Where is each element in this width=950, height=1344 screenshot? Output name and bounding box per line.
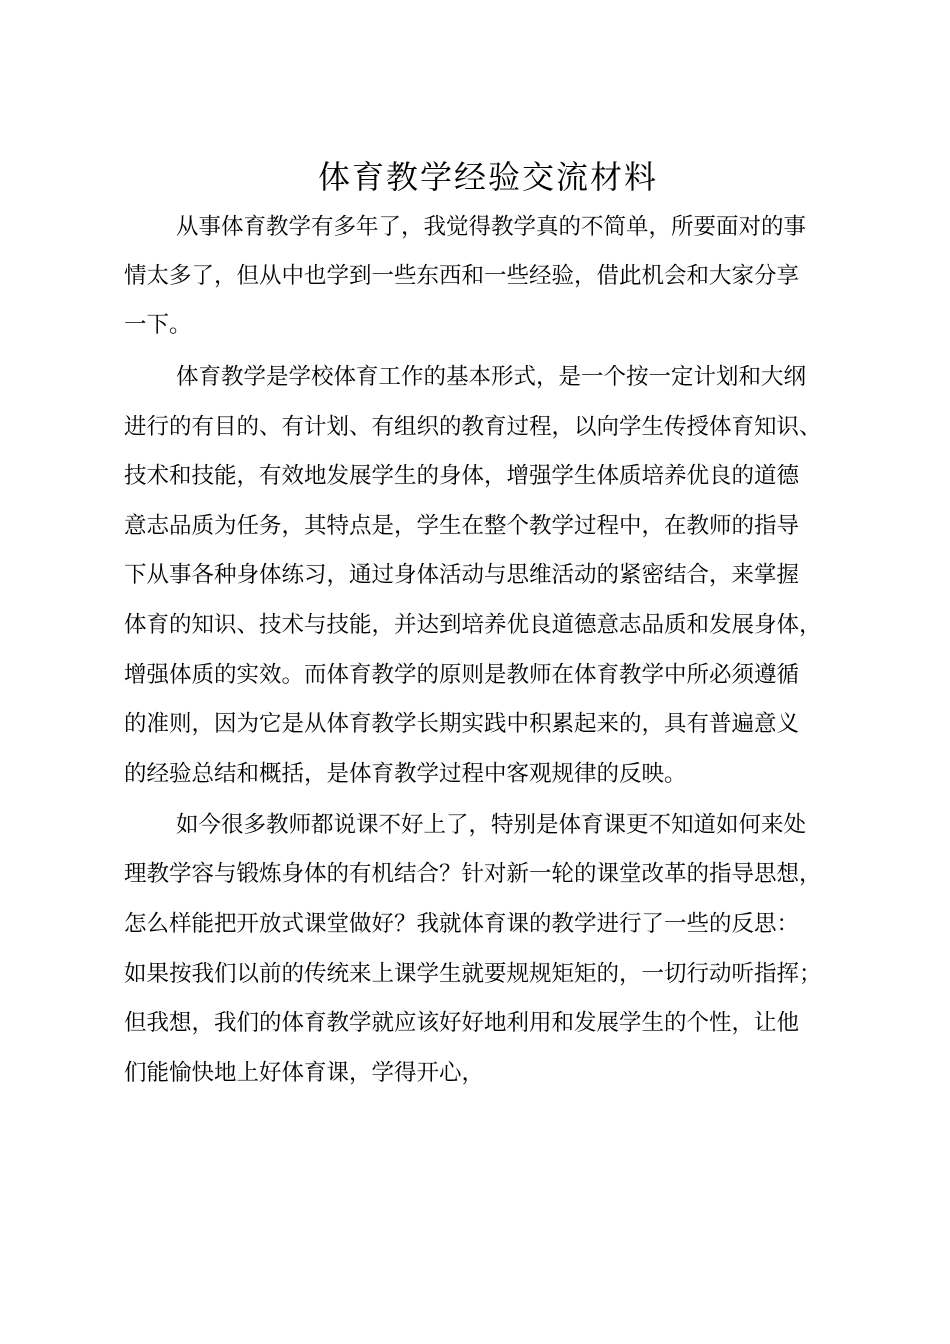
paragraph-2-line-7: 增强体质的实效。而体育教学的原则是教师在体育教学中所必须遵循 (124, 662, 800, 688)
paragraph-3-line-1: 如今很多教师都说课不好上了，特别是体育课更不知道如何来处 (176, 812, 807, 838)
paragraph-2-line-6: 体育的知识、技术与技能，并达到培养优良道德意志品质和发展身体， (124, 612, 822, 638)
paragraph-1-line-2: 情太多了，但从中也学到一些东西和一些经验，借此机会和大家分享 (124, 263, 800, 289)
paragraph-2-line-8: 的准则，因为它是从体育教学长期实践中积累起来的，具有普遍意义 (124, 711, 800, 737)
paragraph-3-line-5: 但我想，我们的体育教学就应该好好地利用和发展学生的个性，让他 (124, 1010, 800, 1036)
document-title: 体育教学经验交流材料 (317, 158, 658, 196)
paragraph-3-line-3: 怎么样能把开放式课堂做好？我就体育课的教学进行了一些的反思： (124, 911, 800, 937)
paragraph-2-line-2: 进行的有目的、有计划、有组织的教育过程，以向学生传授体育知识、 (124, 414, 822, 440)
paragraph-3-line-6: 们能愉快地上好体育课，学得开心， (124, 1060, 485, 1086)
paragraph-3-line-4: 如果按我们以前的传统来上课学生就要规规矩矩的，一切行动听指挥； (124, 961, 822, 987)
paragraph-2-line-5: 下从事各种身体练习，通过身体活动与思维活动的紧密结合，来掌握 (124, 562, 800, 588)
paragraph-3-line-2: 理教学容与锻炼身体的有机结合？针对新一轮的课堂改革的指导思想， (124, 861, 822, 887)
paragraph-1-line-1: 从事体育教学有多年了，我觉得教学真的不简单，所要面对的事 (176, 214, 807, 240)
paragraph-1-line-3: 一下。 (124, 312, 192, 338)
paragraph-2-line-9: 的经验总结和概括，是体育教学过程中客观规律的反映。 (124, 761, 687, 787)
paragraph-2-line-4: 意志品质为任务，其特点是，学生在整个教学过程中，在教师的指导 (124, 513, 800, 539)
paragraph-2-line-1: 体育教学是学校体育工作的基本形式，是一个按一定计划和大纲 (176, 364, 807, 390)
paragraph-2-line-3: 技术和技能，有效地发展学生的身体，增强学生体质培养优良的道德 (124, 463, 800, 489)
